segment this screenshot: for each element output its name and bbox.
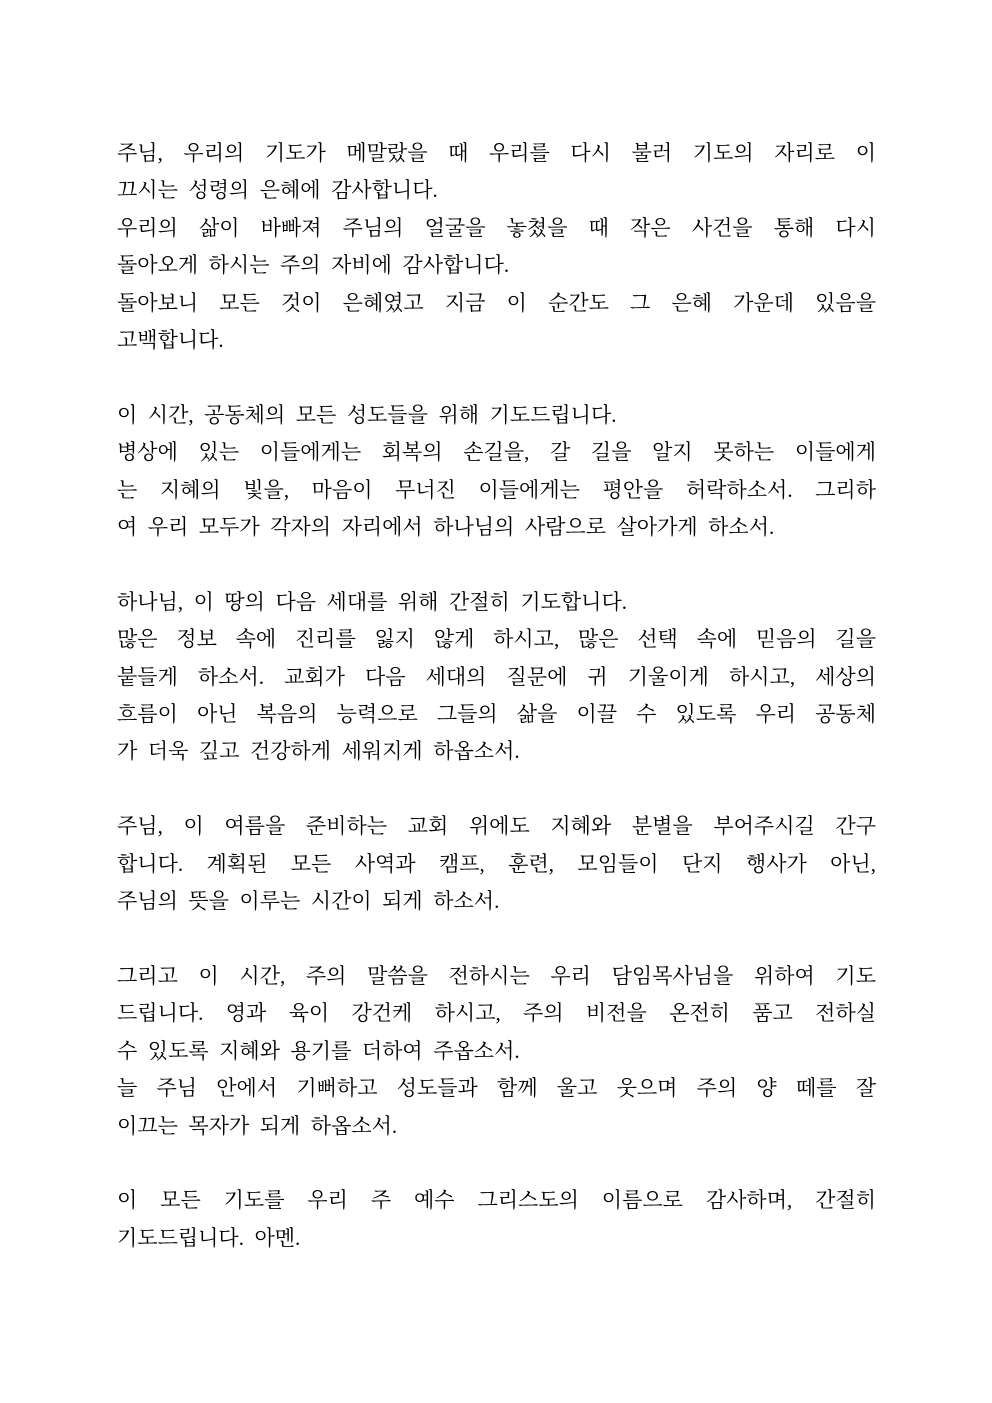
paragraph-summer-ministry [117, 808, 876, 920]
text-line: 주님, 우리의 기도가 메말랐을 때 우리를 다시 불러 기도의 자리로 이 [117, 141, 876, 165]
text-line: 붙들게 하소서. 교회가 다음 세대의 질문에 귀 기울이게 하시고, 세상의 [117, 664, 876, 689]
text-line: 여 우리 모두가 각자의 자리에서 하나님의 사람으로 살아가게 하소서. [117, 515, 775, 540]
text-line: 수 있도록 지혜와 용기를 더하여 주옵소서. [117, 1038, 520, 1063]
paragraph-community [117, 397, 876, 547]
text-line: 하나님, 이 땅의 다음 세대를 위해 간절히 기도합니다. [117, 589, 628, 614]
text-line: 주님, 이 여름을 준비하는 교회 위에도 지혜와 분별을 부어주시길 간구 [117, 814, 876, 839]
text-line: 주님의 뜻을 이루는 시간이 되게 하소서. [117, 889, 500, 914]
text-line: 이 시간, 공동체의 모든 성도들을 위해 기도드립니다. [117, 402, 617, 427]
text-line: 이끄는 목자가 되게 하옵소서. [117, 1113, 398, 1138]
text-line: 이 모든 기도를 우리 주 예수 그리스도의 이름으로 감사하며, 간절히 [117, 1188, 876, 1213]
text-line: 드립니다. 영과 육이 강건케 하시고, 주의 비전을 온전히 품고 전하실 [117, 1001, 876, 1026]
text-line: 병상에 있는 이들에게는 회복의 손길을, 갈 길을 알지 못하는 이들에게 [117, 440, 876, 465]
paragraph-next-generation [117, 584, 876, 771]
paragraph-closing-amen [117, 1182, 876, 1257]
text-line: 끄시는 성령의 은혜에 감사합니다. [117, 178, 438, 203]
text-line: 가 더욱 깊고 건강하게 세워지게 하옵소서. [117, 739, 520, 764]
paragraph-pastor [117, 958, 876, 1145]
prayer-text-body [117, 135, 876, 1295]
text-line: 는 지혜의 빛을, 마음이 무너진 이들에게는 평안을 허락하소서. 그리하 [117, 477, 876, 502]
text-line: 합니다. 계획된 모든 사역과 캠프, 훈련, 모임들이 단지 행사가 아닌, [117, 851, 876, 876]
text-line: 흐름이 아닌 복음의 능력으로 그들의 삶을 이끌 수 있도록 우리 공동체 [117, 702, 876, 727]
text-line: 그리고 이 시간, 주의 말씀을 전하시는 우리 담임목사님을 위하여 기도 [117, 963, 876, 988]
text-line: 고백합니다. [117, 328, 224, 353]
text-line: 기도드립니다. 아멘. [117, 1225, 301, 1250]
text-line: 우리의 삶이 바빠져 주님의 얼굴을 놓쳤을 때 작은 사건을 통해 다시 [117, 215, 876, 240]
text-line: 늘 주님 안에서 기뻐하고 성도들과 함께 울고 웃으며 주의 양 떼를 잘 [117, 1076, 876, 1101]
text-line: 많은 정보 속에 진리를 잃지 않게 하시고, 많은 선택 속에 믿음의 길을 [117, 627, 876, 652]
paragraph-thanksgiving [117, 135, 876, 359]
text-line: 돌아오게 하시는 주의 자비에 감사합니다. [117, 253, 510, 278]
text-line: 돌아보니 모든 것이 은혜였고 지금 이 순간도 그 은혜 가운데 있음을 [117, 290, 876, 315]
